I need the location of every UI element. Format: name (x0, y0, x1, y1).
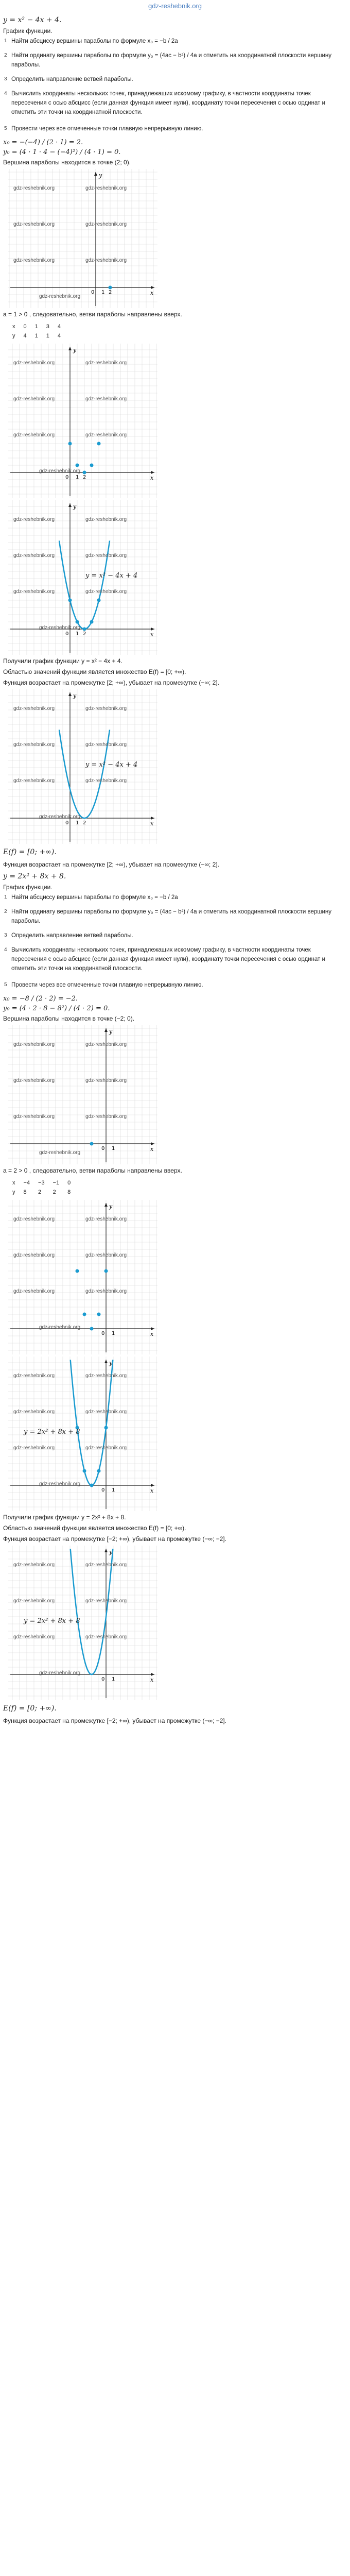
watermark: gdz-reshebnik.org (13, 517, 55, 522)
y-axis-label: y (73, 692, 77, 699)
watermark: gdz-reshebnik.org (39, 294, 81, 299)
equation-2: y = 2x² + 8x + 8. (3, 872, 66, 880)
watermark: gdz-reshebnik.org (13, 1216, 55, 1222)
y-axis-label: y (109, 1028, 113, 1035)
y-axis-label: y (109, 1203, 113, 1210)
watermark: gdz-reshebnik.org (85, 778, 127, 784)
data-point (97, 1313, 101, 1316)
data-point (90, 464, 94, 467)
y-axis-arrow (104, 1028, 108, 1032)
monotonic-text-2: Функция возрастает на промежутке [−2; +∞), убывает на промежутке (−∞; −2]. (3, 1535, 226, 1543)
curve-label: y = x² − 4x + 4 (85, 761, 138, 769)
y-axis-arrow (68, 692, 72, 696)
y-axis-arrow (68, 503, 72, 507)
y-axis-label: y (99, 172, 102, 179)
data-point (97, 1469, 101, 1473)
watermark: gdz-reshebnik.org (85, 432, 127, 438)
x-axis-label: x (150, 1487, 154, 1494)
watermark: gdz-reshebnik.org (13, 1409, 55, 1415)
equation-1: y = x² − 4x + 4. (3, 16, 62, 24)
data-point (76, 464, 79, 467)
watermark: gdz-reshebnik.org (13, 360, 55, 366)
data-point (90, 1327, 94, 1331)
monotonic-text-1: Функция возрастает на промежутке [2; +∞), убывает на промежутке (−∞; 2]. (3, 679, 219, 686)
table-row-x: x −4 −3 −1 0 (12, 1180, 71, 1186)
x-axis-label: x (150, 1146, 154, 1153)
watermark: gdz-reshebnik.org (13, 1373, 55, 1379)
watermark: gdz-reshebnik.org (85, 222, 127, 227)
tick-label-2: 2 (83, 631, 86, 637)
y-axis-label: y (109, 1549, 113, 1555)
origin-label: 0 (91, 290, 95, 295)
tick-label-1: 1 (112, 1146, 115, 1151)
graph-points-1 (8, 344, 157, 498)
grid (8, 1200, 157, 1354)
watermark: gdz-reshebnik.org (85, 1114, 127, 1120)
watermark: gdz-reshebnik.org (85, 553, 127, 558)
data-point (90, 1142, 94, 1146)
watermark: gdz-reshebnik.org (85, 1598, 127, 1604)
branches-text-1: a = 1 > 0 , следовательно, ветви параболы направлены вверх. (3, 311, 182, 318)
vertex-text-1: Вершина параболы находится в точке (2; 0). (3, 159, 131, 166)
tick-label-1: 1 (76, 474, 79, 480)
watermark: gdz-reshebnik.org (85, 1078, 127, 1083)
watermark: gdz-reshebnik.org (85, 1445, 127, 1451)
tick-label-1: 1 (112, 1487, 115, 1493)
x-axis-arrow (151, 286, 154, 289)
y-axis-label: y (73, 347, 77, 353)
watermark: gdz-reshebnik.org (13, 1252, 55, 1258)
origin-label: 0 (101, 1676, 105, 1682)
result-text-2: Получили график функции y = 2x² + 8x + 8. (3, 1514, 126, 1521)
tick-label-2: 2 (109, 290, 112, 295)
x0-calculation-2: x₀ = −8 / (2 · 2) = −2. (3, 995, 78, 1003)
x-axis-arrow (151, 628, 154, 631)
data-point (90, 1484, 94, 1487)
watermark: gdz-reshebnik.org (13, 553, 55, 558)
step-1: 1 Найти абсциссу вершины параболы по формуле x₀ = −b / 2a (4, 894, 178, 901)
x-axis-label: x (150, 631, 154, 638)
y-axis-arrow (104, 1549, 108, 1552)
step-2: 2 Найти ординату вершины параболы по формуле y₀ = (4ac − b²) / 4a и отметить на координатной плоскости вершину параболы. (4, 53, 331, 68)
x-axis-arrow (151, 1673, 154, 1676)
watermark: gdz-reshebnik.org (13, 742, 55, 748)
tick-label-1: 1 (76, 631, 79, 637)
data-point (68, 442, 72, 446)
data-point (83, 628, 86, 631)
watermark: gdz-reshebnik.org (85, 517, 127, 522)
tick-label-1: 1 (112, 1676, 115, 1682)
data-point (97, 442, 101, 446)
x0-calculation-1: x₀ = −(−4) / (2 · 1) = 2. (3, 139, 83, 146)
watermark: gdz-reshebnik.org (13, 1114, 55, 1120)
watermark: gdz-reshebnik.org (39, 1670, 81, 1676)
watermark: gdz-reshebnik.org (13, 222, 55, 227)
origin-label: 0 (101, 1146, 105, 1151)
watermark: gdz-reshebnik.org (39, 625, 81, 631)
watermark: gdz-reshebnik.org (85, 1373, 127, 1379)
site-header[interactable]: gdz-reshebnik.org (148, 2, 202, 10)
y-axis-arrow (104, 1360, 108, 1363)
data-point (104, 1426, 108, 1430)
origin-label: 0 (65, 474, 69, 480)
step-4: 4 Вычислить координаты нескольких точек, принадлежащих искомому графику, в частности координаты точек пересечения с осью абсцисс (если данная функция имеет нули), координату точки пересечения с осью ординат и отметить эти точки на координатной плоскости. (4, 947, 325, 972)
data-point (76, 1269, 79, 1273)
tick-label-2: 2 (83, 474, 86, 480)
data-point (83, 1469, 86, 1473)
watermark: gdz-reshebnik.org (13, 1634, 55, 1640)
graph-vertex-2 (8, 1025, 157, 1164)
watermark: gdz-reshebnik.org (85, 185, 127, 191)
step-4: 4 Вычислить координаты нескольких точек, принадлежащих искомому графику, в частности координаты точек пересечения с осью абсцисс (если данная функция имеет нули), координату точки пересечения с осью ординат и отметить эти точки на координатной плоскости. (4, 91, 325, 115)
values-table-1 (8, 322, 65, 341)
section-part2 (0, 872, 350, 1725)
x-axis-label: x (150, 820, 154, 827)
table-row-x: x 0 1 3 4 (12, 324, 61, 330)
curve-label: y = 2x² + 8x + 8 (24, 1617, 80, 1625)
data-point (68, 599, 72, 602)
watermark: gdz-reshebnik.org (85, 706, 127, 711)
watermark: gdz-reshebnik.org (85, 1252, 127, 1258)
watermark: gdz-reshebnik.org (13, 778, 55, 784)
values-table-2 (8, 1178, 75, 1197)
x-axis-arrow (151, 1327, 154, 1330)
watermark: gdz-reshebnik.org (13, 185, 55, 191)
y0-calculation-1: y₀ = (4 · 1 · 4 − (−4)²) / (4 · 1) = 0. (3, 148, 121, 156)
step-5: 5 Провести через все отмеченные точки плавную непрерывную линию. (4, 126, 203, 132)
x-axis-label: x (150, 290, 154, 296)
watermark: gdz-reshebnik.org (13, 589, 55, 595)
y-axis-arrow (94, 172, 97, 176)
x-axis-arrow (151, 817, 154, 820)
step-1: 1 Найти абсциссу вершины параболы по формуле x₀ = −b / 2a (4, 38, 178, 44)
step-5: 5 Провести через все отмеченные точки плавную непрерывную линию. (4, 982, 203, 988)
watermark: gdz-reshebnik.org (13, 1445, 55, 1451)
watermark: gdz-reshebnik.org (85, 589, 127, 595)
y-axis-arrow (68, 347, 72, 350)
watermark: gdz-reshebnik.org (13, 432, 55, 438)
watermark: gdz-reshebnik.org (85, 1562, 127, 1568)
origin-label: 0 (101, 1331, 105, 1336)
graph-vertex-1 (8, 169, 157, 308)
answer-text-2: Функция возрастает на промежутке [−2; +∞), убывает на промежутке (−∞; −2]. (3, 1717, 226, 1724)
graph-points-2 (8, 1200, 157, 1354)
tick-label-1: 1 (112, 1331, 115, 1336)
watermark: gdz-reshebnik.org (39, 1150, 81, 1156)
range-text-2: Областью значений функции является множество E(f) = [0; +∞). (3, 1524, 186, 1532)
x-axis-label: x (150, 1676, 154, 1683)
graph-final-1 (8, 689, 157, 844)
answer-2: E(f) = [0; +∞). (3, 1704, 57, 1713)
watermark: gdz-reshebnik.org (13, 1598, 55, 1604)
vertex-text-2: Вершина параболы находится в точке (−2; 0). (3, 1015, 135, 1022)
tick-label-1: 1 (76, 820, 79, 826)
steps-list-2 (3, 893, 347, 990)
watermark: gdz-reshebnik.org (85, 396, 127, 402)
step-3: 3 Определить направление ветвей параболы. (4, 933, 133, 939)
watermark: gdz-reshebnik.org (39, 814, 81, 820)
x-axis-label: x (150, 474, 154, 481)
y-axis-arrow (104, 1203, 108, 1207)
x-axis-arrow (151, 471, 154, 474)
origin-label: 0 (65, 820, 69, 826)
step-2: 2 Найти ординату вершины параболы по формуле y₀ = (4ac − b²) / 4a и отметить на координатной плоскости вершину параболы. (4, 909, 331, 924)
watermark: gdz-reshebnik.org (85, 1409, 127, 1415)
graph-final-2 (8, 1546, 157, 1700)
table-row-y: y 8 2 2 8 (12, 1189, 71, 1195)
y-axis-label: y (109, 1360, 113, 1366)
y-axis-label: y (73, 503, 77, 510)
watermark: gdz-reshebnik.org (13, 1562, 55, 1568)
table-row-y: y 4 1 1 4 (12, 333, 61, 339)
y0-calculation-2: y₀ = (4 · 2 · 8 − 8²) / (4 · 2) = 0. (3, 1005, 110, 1012)
data-point (104, 1269, 108, 1273)
watermark: gdz-reshebnik.org (85, 360, 127, 366)
graph-heading-2: График функции. (3, 884, 52, 891)
watermark: gdz-reshebnik.org (13, 396, 55, 402)
origin-label: 0 (101, 1487, 105, 1493)
curve-label: y = x² − 4x + 4 (85, 572, 138, 580)
watermark: gdz-reshebnik.org (85, 1289, 127, 1294)
section-part1 (0, 16, 350, 869)
range-text-1: Областью значений функции является множество E(f) = [0; +∞). (3, 668, 186, 675)
data-point (76, 620, 79, 624)
data-point (83, 1313, 86, 1316)
data-point (109, 286, 112, 290)
watermark: gdz-reshebnik.org (13, 258, 55, 263)
graph-heading-1: График функции. (3, 27, 52, 35)
watermark: gdz-reshebnik.org (85, 258, 127, 263)
data-point (97, 599, 101, 602)
watermark: gdz-reshebnik.org (39, 1481, 81, 1487)
result-text-1: Получили график функции y = x² − 4x + 4. (3, 657, 122, 665)
watermark: gdz-reshebnik.org (85, 1634, 127, 1640)
watermark: gdz-reshebnik.org (85, 742, 127, 748)
graph-parabola-2 (8, 1357, 157, 1511)
branches-text-2: a = 2 > 0 , следовательно, ветви параболы направлены вверх. (3, 1167, 182, 1174)
data-point (83, 471, 86, 474)
step-3: 3 Определить направление ветвей параболы. (4, 76, 133, 82)
watermark: gdz-reshebnik.org (39, 468, 81, 474)
x-axis-label: x (150, 1331, 154, 1337)
watermark: gdz-reshebnik.org (39, 1325, 81, 1330)
x-axis-arrow (151, 1484, 154, 1487)
answer-1: E(f) = [0; +∞). (3, 848, 57, 856)
graph-parabola-1 (8, 500, 157, 655)
tick-label-2: 2 (83, 820, 86, 826)
curve-label: y = 2x² + 8x + 8 (24, 1428, 80, 1436)
watermark: gdz-reshebnik.org (13, 1078, 55, 1083)
watermark: gdz-reshebnik.org (13, 706, 55, 711)
watermark: gdz-reshebnik.org (85, 1042, 127, 1047)
steps-list-1 (3, 37, 347, 133)
watermark: gdz-reshebnik.org (13, 1289, 55, 1294)
data-point (90, 620, 94, 624)
x-axis-arrow (151, 1142, 154, 1145)
watermark: gdz-reshebnik.org (13, 1042, 55, 1047)
answer-text-1: Функция возрастает на промежутке [2; +∞), убывает на промежутке (−∞; 2]. (3, 861, 219, 868)
tick-label-1: 1 (101, 290, 105, 295)
origin-label: 0 (65, 631, 69, 637)
watermark: gdz-reshebnik.org (85, 1216, 127, 1222)
